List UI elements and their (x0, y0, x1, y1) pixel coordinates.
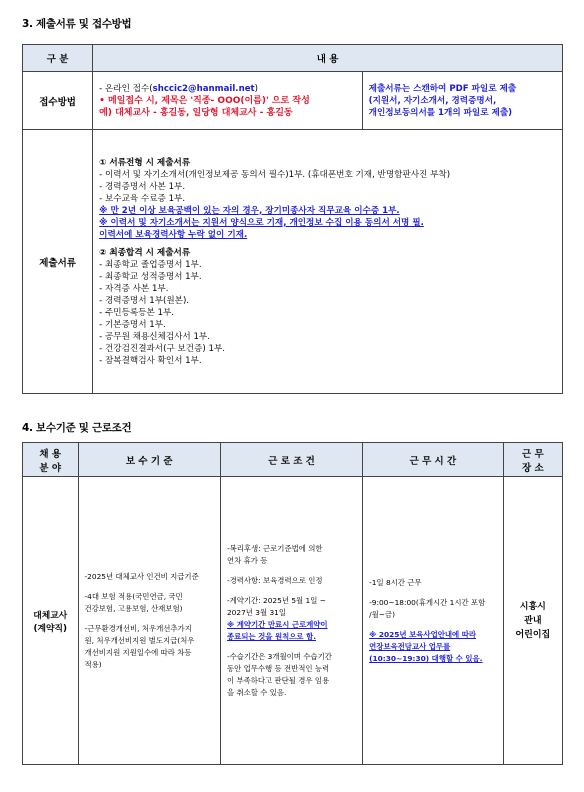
hours-cell (363, 477, 504, 765)
reception-methods (93, 72, 362, 130)
pay-line: -4대 보험 적용(국민연금, 국민 (84, 591, 183, 601)
first-note: ※ 만 2년 이상 보육공백이 있는 자의 경우, 장기미종사자 직무교육 이수증 1부. (99, 205, 400, 216)
hours-line (369, 589, 497, 597)
final-item: - 최종학교 성적증명서 1부. (99, 271, 202, 282)
header-field-line-1: 채 용 (39, 448, 62, 460)
header-conditions: 근 로 조 건 (220, 443, 362, 477)
header-pay: 보 수 기 준 (78, 443, 220, 477)
pay-line: -근무환경개선비, 처우개선추가지 (84, 623, 192, 633)
pay-line: 적용) (84, 659, 102, 669)
header-field (23, 443, 79, 477)
field-line-2: (계약직) (33, 623, 68, 634)
final-item: - 기본증명서 1부. (99, 319, 166, 330)
pay-line: -2025년 대체교사 인건비 지급기준 (84, 571, 199, 581)
header-field-line-2: 분 야 (39, 462, 62, 474)
final-item: - 자격증 사본 1부. (99, 283, 169, 294)
first-item: - 이력서 및 자기소개서(개인정보제공 동의서 필수)1부. (휴대폰번호 기재, 반명함판사진 부착) (99, 169, 451, 180)
final-item: - 잠복결핵검사 확인서 1부. (99, 355, 202, 366)
first-note: ※ 이력서 및 자기소개서는 지원서 양식으로 기재, 개인정보 수집 이용 동의서 서명 필. (99, 217, 424, 228)
final-stage-title: ② 최종합격 시 제출서류 (99, 247, 191, 258)
final-item: - 주민등록등본 1부. (99, 307, 175, 318)
cond-line: -경력사항: 보육경력으로 인정 (226, 575, 323, 585)
hours-line: -9:00~18:00(휴게시간 1시간 포함 (369, 597, 486, 607)
cond-line: 2027년 3월 31일 (226, 607, 287, 617)
hours-line: /월~금) (369, 609, 395, 619)
hours-note-2: 연장보육전담교사 업무를 (369, 641, 451, 651)
contract-note-2: 종료되는 것을 원칙으로 함. (226, 631, 317, 641)
reception-note (362, 72, 562, 130)
note-line-3: 개인정보동의서를 1개의 파일로 제출) (368, 107, 513, 118)
header-place-line-2: 장 소 (522, 462, 544, 474)
first-stage-title: ① 서류전형 시 제출서류 (99, 157, 191, 168)
first-item: - 경력증명서 사본 1부. (99, 181, 186, 192)
note-line-2: (지원서, 자기소개서, 경력증명서, (368, 95, 497, 106)
final-item: - 공무원 채용신체검사서 1부. (99, 331, 210, 342)
final-item: - 최종학교 졸업증명서 1부. (99, 259, 202, 270)
section-4-title: 4. 보수기준 및 근로조건 (22, 422, 132, 434)
header-content: 내 용 (93, 45, 563, 72)
final-item: - 경력증명서 1부(원본). (99, 295, 190, 306)
pay-line (85, 583, 214, 591)
probation-line: 이 부족하다고 판단될 경우 임용 (226, 675, 330, 685)
cond-line (227, 587, 356, 595)
place-line-1: 시흥시 (519, 601, 546, 612)
online-prefix: - 온라인 접수( (99, 83, 153, 94)
probation-line: -수습기간은 3개월이며 수습기간 (226, 651, 332, 661)
place-line-2: 관내 (524, 615, 542, 626)
header-place-line-1: 근 무 (522, 448, 544, 460)
place-line-3: 어린이집 (515, 629, 551, 640)
pay-line: 건강보험, 고용보험, 산재보험) (84, 603, 183, 613)
header-hours: 근 무 시 간 (363, 443, 504, 477)
first-note: 이력서에 보육경력사항 누락 없이 기재. (99, 229, 248, 240)
field-line-1: 대체교사 (33, 610, 68, 621)
contract-note-1: ※ 계약기간 만료시 근로계약이 (226, 619, 328, 629)
hours-note-1: ※ 2025년 보육사업안내에 따라 (369, 629, 476, 639)
mail-rule: • 메일접수 시, 제목은 '직종- OOO(이름)' 으로 작성 (99, 95, 310, 106)
submission-table (22, 44, 563, 394)
reception-label: 접수방법 (23, 72, 93, 130)
first-item: - 보수교육 수료증 1부. (99, 193, 186, 204)
header-category: 구 분 (23, 45, 93, 72)
header-place (503, 443, 562, 477)
mail-example: 예) 대체교사 - 홍길동, 일당형 대체교사 - 홍길동 (99, 107, 293, 118)
place-cell (503, 477, 562, 765)
conditions-cell (220, 477, 362, 765)
hours-note-3: (10:30~19:30) 대행할 수 있음. (369, 653, 483, 663)
documents-label: 제출서류 (23, 130, 93, 394)
final-item: - 건강검진결과서(구 보건증) 1부. (99, 343, 225, 354)
note-line-1: 제출서류는 스캔하여 PDF 파일로 제출 (368, 83, 517, 94)
cond-line: -복리후생: 근로기준법에 의한 (226, 543, 323, 553)
section-3-title: 3. 제출서류 및 접수방법 (22, 18, 132, 30)
probation-line: 을 취소할 수 있음. (226, 687, 287, 697)
cond-line: 연차 휴가 등 (226, 555, 268, 565)
documents-content (93, 130, 563, 394)
pay-line (85, 615, 214, 623)
probation-line: 동안 업무수행 등 전반적인 능력 (226, 663, 330, 673)
pay-cell (78, 477, 220, 765)
online-suffix: ) (254, 83, 258, 94)
pay-line: 원, 처우개선비지원 별도지급(처우 (84, 635, 195, 645)
hours-line: -1일 8시간 근무 (369, 577, 422, 587)
cond-line (227, 567, 356, 575)
pay-line: 개선비지원 지원일수에 따라 차등 (84, 647, 192, 657)
cond-line: -계약기간: 2025년 5월 1일 ~ (226, 595, 326, 605)
field-cell (23, 477, 79, 765)
conditions-table (22, 442, 563, 765)
email-link[interactable]: shccic2@hanmail.net (152, 83, 255, 94)
